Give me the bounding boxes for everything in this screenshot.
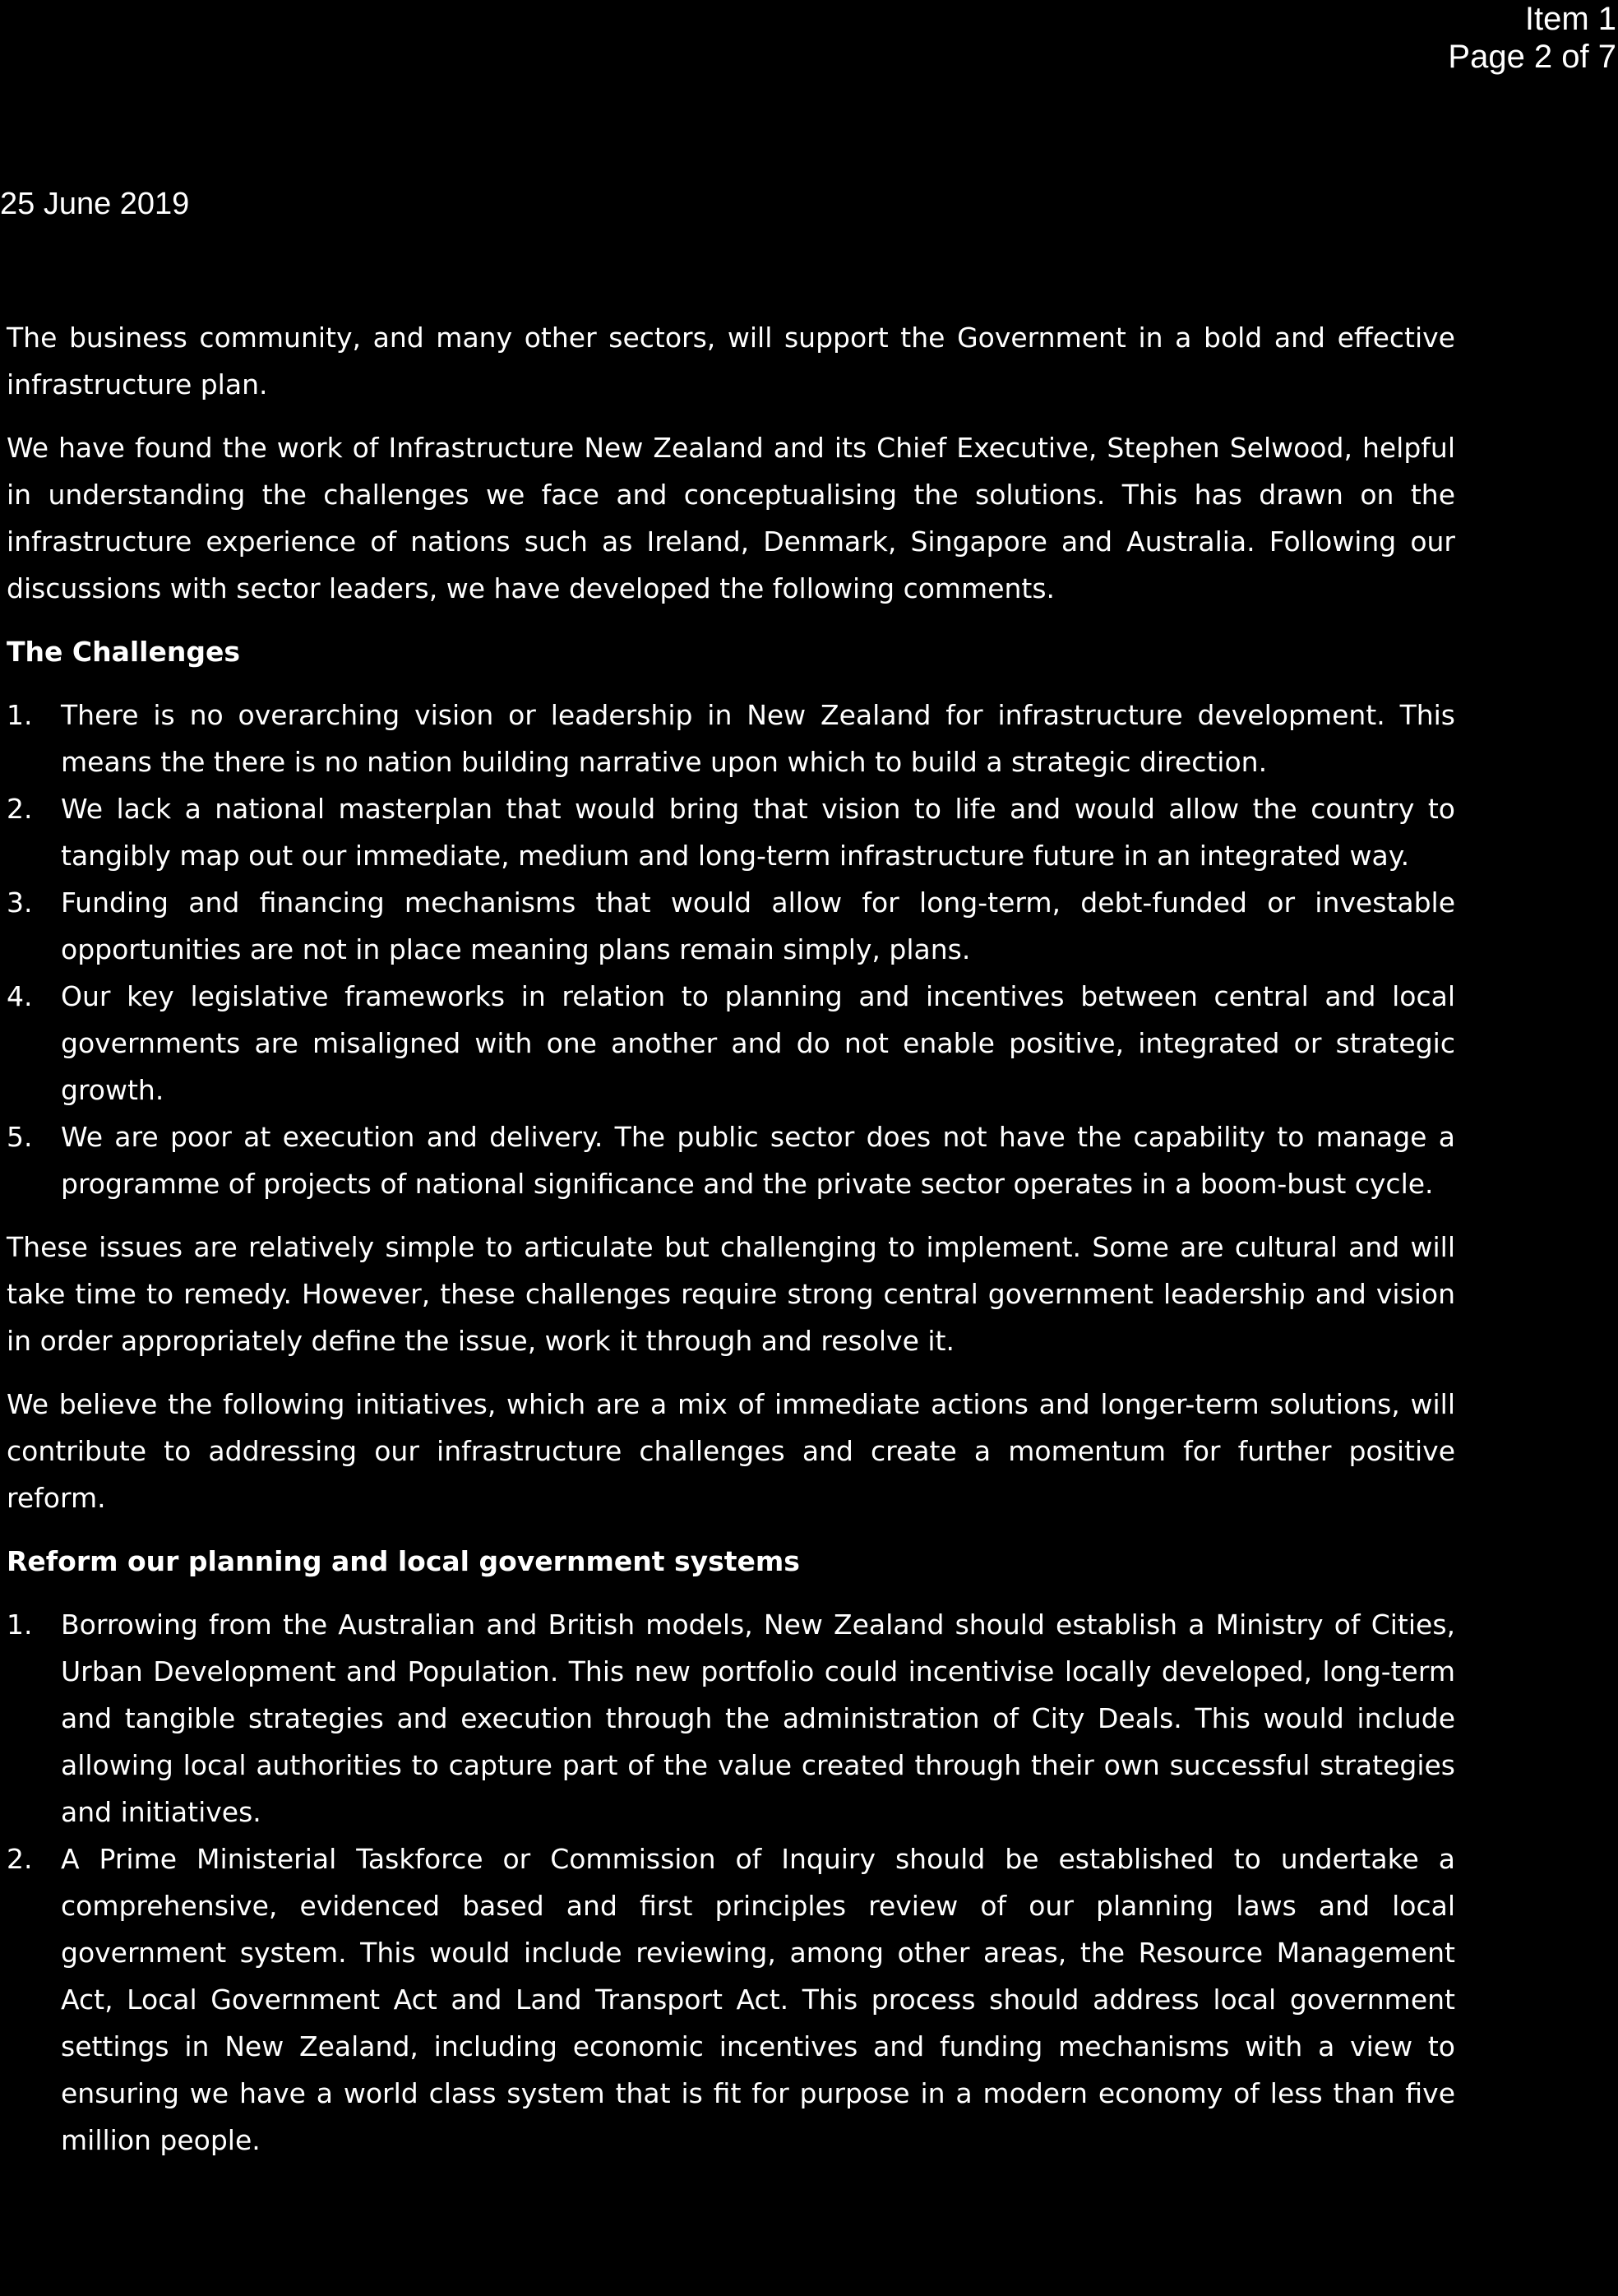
list-number: 4. <box>7 980 33 1012</box>
list-text: There is no overarching vision or leadership in New Zealand for infrastructure development. This means the there is no nation building narrative upon which to build a strategic direction. <box>61 699 1455 778</box>
list-item <box>7 879 1455 973</box>
list-number: 5. <box>7 1121 33 1153</box>
challenges-heading: The Challenges <box>7 636 240 668</box>
list-number: 1. <box>7 699 33 731</box>
list-item <box>7 1113 1455 1207</box>
letter-body <box>7 314 1455 2180</box>
list-number: 3. <box>7 886 33 919</box>
intro-paragraph-1: The business community, and many other sectors, will support the Government in a bold and effective infrastructure plan. <box>7 322 1455 400</box>
list-item <box>7 692 1455 785</box>
item-label: Item 1 <box>1524 1 1616 37</box>
list-number: 1. <box>7 1609 33 1641</box>
list-number: 2. <box>7 793 33 825</box>
reform-heading: Reform our planning and local government systems <box>7 1545 800 1577</box>
list-text: Funding and financing mechanisms that would allow for long-term, debt-funded or investable opportunities are not in place meaning plans remain simply, plans. <box>61 886 1455 965</box>
list-text: Borrowing from the Australian and British models, New Zealand should establish a Ministry of Cities, Urban Development and Population. This new portfolio could incentivise locally developed, long-term and tangible strategies and execution through the administration of City Deals. This would include allowing local authorities to capture part of the value created through their own successful strategies and initiatives. <box>61 1609 1455 1828</box>
middle-paragraph-1: These issues are relatively simple to articulate but challenging to implement. Some are cultural and will take time to remedy. However, these challenges require strong central government leadership and vision in order appropriately define the issue, work it through and resolve it. <box>7 1231 1455 1357</box>
list-number: 2. <box>7 1843 33 1875</box>
intro-paragraph-2: We have found the work of Infrastructure New Zealand and its Chief Executive, Stephen Selwood, helpful in understanding the challenges we face and conceptualising the solutions. This has drawn on the infrastructure experience of nations such as Ireland, Denmark, Singapore and Australia. Following our discussions with sector leaders, we have developed the following comments. <box>7 432 1455 604</box>
page-number: Page 2 of 7 <box>1448 39 1616 75</box>
list-text: We lack a national masterplan that would bring that vision to life and would allow the country to tangibly map out our immediate, medium and long-term infrastructure future in an integrated way. <box>61 793 1455 872</box>
list-item <box>7 1601 1455 1835</box>
list-item <box>7 973 1455 1113</box>
letter-date: 25 June 2019 <box>0 187 190 221</box>
list-text: We are poor at execution and delivery. The public sector does not have the capability to manage a programme of projects of national significance and the private sector operates in a boom-bust cycle. <box>61 1121 1455 1200</box>
list-text: A Prime Ministerial Taskforce or Commission of Inquiry should be established to undertake a comprehensive, evidenced based and first principles review of our planning laws and local government system. This would include reviewing, among other areas, the Resource Management Act, Local Government Act and Land Transport Act. This process should address local government settings in New Zealand, including economic incentives and funding mechanisms with a view to ensuring we have a world class system that is fit for purpose in a modern economy of less than five million people. <box>61 1843 1455 2156</box>
list-text: Our key legislative frameworks in relation to planning and incentives between central and local governments are misaligned with one another and do not enable positive, integrated or strategic growth. <box>61 980 1455 1106</box>
middle-paragraph-2: We believe the following initiatives, which are a mix of immediate actions and longer-term solutions, will contribute to addressing our infrastructure challenges and create a momentum for further positive reform. <box>7 1388 1455 1514</box>
list-item <box>7 785 1455 879</box>
reform-list <box>7 1601 1455 2164</box>
list-item <box>7 1835 1455 2164</box>
page-header <box>1289 0 1618 76</box>
challenges-list <box>7 692 1455 1207</box>
